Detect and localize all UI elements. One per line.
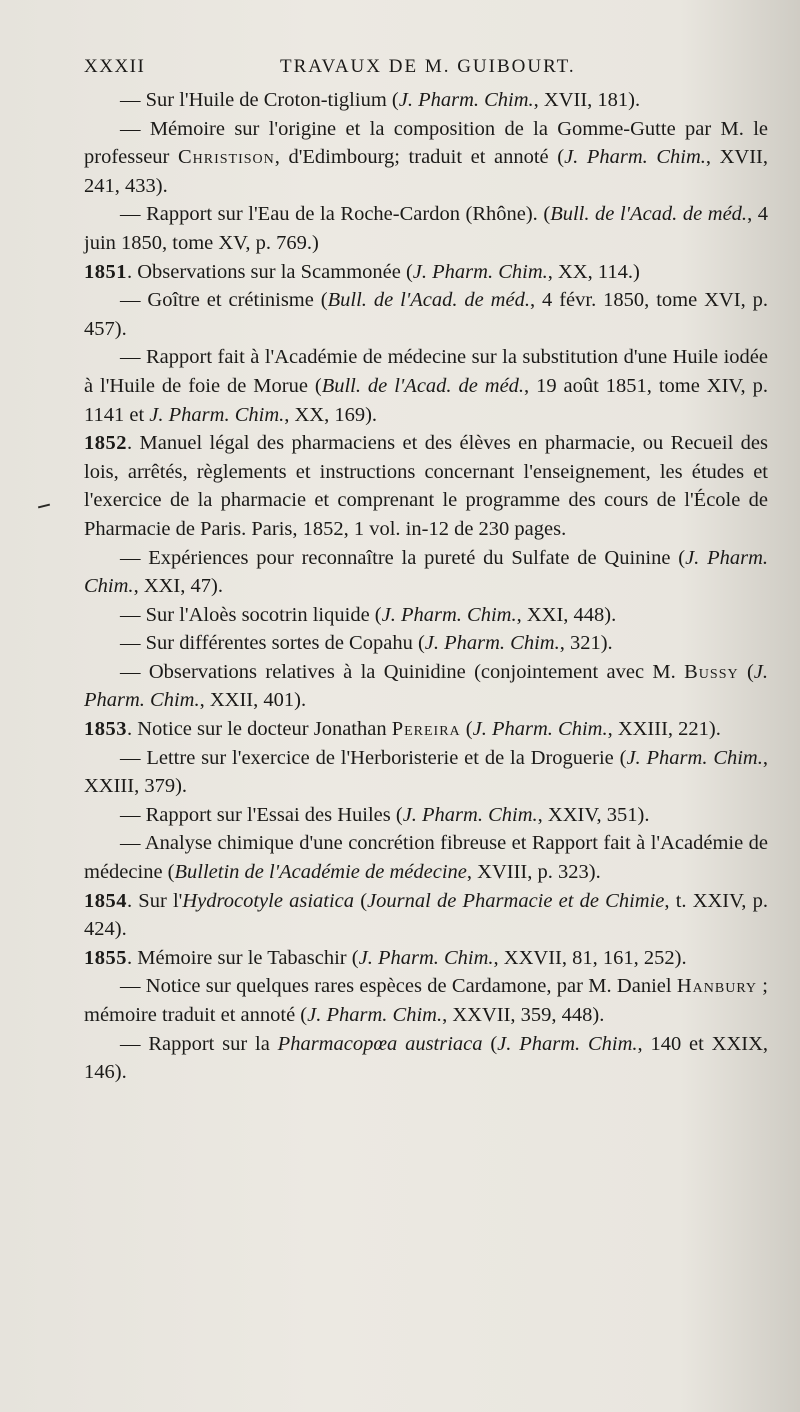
entry: — Rapport sur la Pharmacopœa austriaca (J. Pharm. Chim., 140 et XXIX, 146). bbox=[84, 1032, 769, 1084]
page-number: XXXII bbox=[84, 56, 146, 77]
entry: — Observations relatives à la Quinidine (conjointement avec M. Bussy (J. Pharm. Chim., XXII, 401). bbox=[84, 660, 769, 712]
entry-year-1852: 1852. Manuel légal des pharmaciens et des élèves en pharmacie, ou Recueil des lois, arrêtés, règlements et instructions concernant l'enseignement, les études et l'exercice de la pharmacie et comprenant le programme des cours de l'École de Pharmacie de Paris. Paris, 1852, 1 vol. in-12 de 230 pages. bbox=[84, 432, 768, 540]
entry: — Sur l'Huile de Croton-tiglium (J. Pharm. Chim., XVII, 181). bbox=[120, 89, 641, 111]
entry-year-1855: 1855. Mémoire sur le Tabaschir (J. Pharm. Chim., XXVII, 81, 161, 252). bbox=[84, 946, 687, 969]
entry: — Goître et crétinisme (Bull. de l'Acad. de méd., 4 févr. 1850, tome XVI, p. 457). bbox=[84, 289, 769, 340]
margin-pen-mark bbox=[38, 504, 50, 509]
entry-year-1853: 1853. Notice sur le docteur Jonathan Pereira (J. Pharm. Chim., XXIII, 221). bbox=[84, 718, 721, 741]
entry-year-1851: 1851. Observations sur la Scammonée (J. Pharm. Chim., XX, 114.) bbox=[84, 260, 640, 283]
entry: — Rapport sur l'Essai des Huiles (J. Pharm. Chim., XXIV, 351). bbox=[120, 803, 650, 826]
year-label: 1851 bbox=[84, 260, 127, 283]
entry: — Rapport sur l'Eau de la Roche-Cardon (Rhône). (Bull. de l'Acad. de méd., 4 juin 1850, tome XV, p. 769.) bbox=[84, 203, 769, 254]
author-name: Bussy bbox=[684, 660, 739, 683]
entry: — Rapport fait à l'Académie de médecine sur la substitution d'une Huile iodée à l'Huile de foie de Morue (Bull. de l'Acad. de méd., 19 août 1851, tome XIV, p. 1141 et J. Pharm. Chim., XX, 169). bbox=[84, 346, 768, 426]
author-name: Christison bbox=[177, 146, 275, 169]
running-header bbox=[84, 56, 764, 82]
entry: — Mémoire sur l'origine et la composition de la Gomme-Gutte par M. le professeur Christison, d'Edimbourg; traduit et annoté (J. Pharm. Chim., XVII, 241, 433). bbox=[84, 117, 769, 197]
bibliography-body bbox=[84, 86, 768, 1087]
entry: — Lettre sur l'exercice de l'Herboristerie et de la Droguerie (J. Pharm. Chim., XXIII, 379). bbox=[84, 746, 768, 798]
year-label: 1855 bbox=[84, 946, 127, 969]
entry: — Sur l'Aloès socotrin liquide (J. Pharm. Chim., XXI, 448). bbox=[120, 603, 617, 626]
entry-year-1854: 1854. Sur l'Hydrocotyle asiatica (Journal de Pharmacie et de Chimie, t. XXIV, p. 424). bbox=[84, 889, 768, 941]
author-name: Pereira bbox=[391, 718, 461, 741]
year-label: 1852 bbox=[84, 432, 127, 455]
year-label: 1853 bbox=[84, 718, 127, 741]
entry: — Sur différentes sortes de Copahu (J. Pharm. Chim., 321). bbox=[120, 632, 613, 655]
running-title: TRAVAUX DE M. GUIBOURT. bbox=[280, 56, 576, 77]
year-label: 1854 bbox=[84, 889, 127, 912]
author-name: Hanbury bbox=[676, 975, 758, 998]
entry: — Expériences pour reconnaître la pureté du Sulfate de Quinine (J. Pharm. Chim., XXI, 47). bbox=[84, 546, 768, 598]
entry: — Notice sur quelques rares espèces de Cardamone, par M. Daniel Hanbury ; mémoire traduit et annoté (J. Pharm. Chim., XXVII, 359, 448). bbox=[84, 975, 769, 1026]
entry: — Analyse chimique d'une concrétion fibreuse et Rapport fait à l'Académie de médecine (Bulletin de l'Académie de médecine, XVIII, p. 323). bbox=[84, 832, 768, 884]
